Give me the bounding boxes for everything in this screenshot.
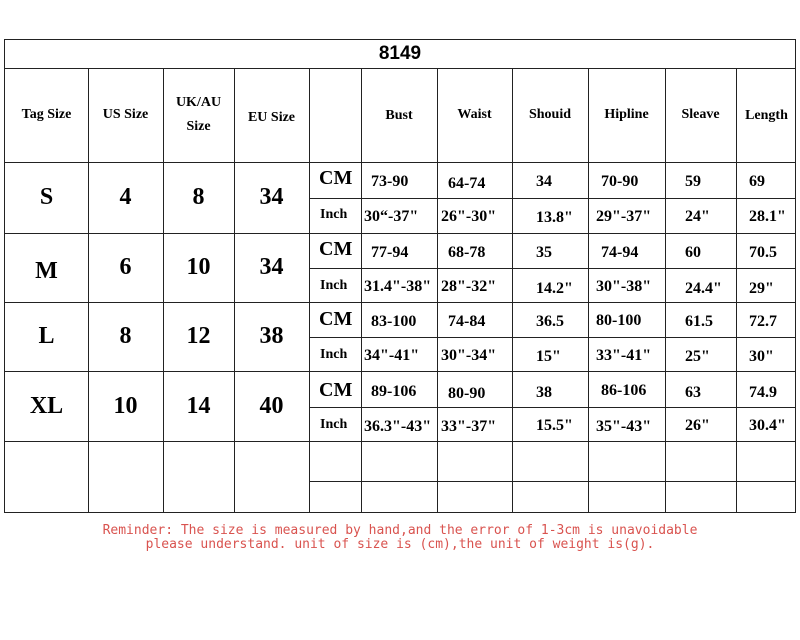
header-hipline: Hipline xyxy=(604,107,649,122)
eu-size-cell: 34 xyxy=(259,184,284,210)
shoulder-cm: 35 xyxy=(536,244,552,261)
sub-row-divider xyxy=(309,407,795,408)
header-us-size: US Size xyxy=(102,107,149,122)
row-divider xyxy=(5,441,795,442)
sleeve-cm: 60 xyxy=(685,244,701,261)
hipline-inch: 30"-38" xyxy=(596,278,652,295)
length-cm: 74.9 xyxy=(749,384,777,401)
length-inch: 30.4" xyxy=(749,417,786,434)
shoulder-inch: 14.2" xyxy=(536,280,573,297)
sleeve-inch: 24" xyxy=(685,208,710,225)
unit-cm-label: CM xyxy=(319,238,353,260)
shoulder-inch: 13.8" xyxy=(536,209,573,226)
header-uk-au-size xyxy=(163,68,234,162)
unit-inch-label: Inch xyxy=(320,207,348,222)
us-size-cell: 4 xyxy=(119,184,132,210)
us-size-cell: 8 xyxy=(119,323,132,349)
header-waist: Waist xyxy=(457,107,492,122)
shoulder-inch: 15" xyxy=(536,348,561,365)
tag-size-cell: S xyxy=(39,184,54,210)
length-inch: 30" xyxy=(749,348,774,365)
reminder-line-2: please understand. unit of size is (cm),the unit of weight is(g). xyxy=(145,537,655,552)
length-inch: 28.1" xyxy=(749,208,786,225)
bust-cm: 73-90 xyxy=(371,173,409,190)
waist-cm: 68-78 xyxy=(448,244,486,261)
waist-inch: 28"-32" xyxy=(441,278,497,295)
unit-inch-label: Inch xyxy=(320,417,348,432)
tag-size-cell: XL xyxy=(29,392,64,419)
col-divider xyxy=(309,68,310,512)
uk-au-size-cell: 12 xyxy=(186,323,211,349)
length-inch: 29" xyxy=(749,280,774,297)
tag-size-cell: M xyxy=(35,258,58,284)
hipline-cm: 86-106 xyxy=(601,382,647,399)
sleeve-inch: 24.4" xyxy=(685,280,722,297)
uk-au-size-cell: 8 xyxy=(192,184,205,210)
header-eu-size: EU Size xyxy=(247,110,296,125)
bust-inch: 30“-37" xyxy=(364,208,419,225)
shoulder-inch: 15.5" xyxy=(536,417,573,434)
unit-inch-label: Inch xyxy=(320,347,348,362)
header-bust: Bust xyxy=(385,108,413,123)
waist-cm: 74-84 xyxy=(448,313,486,330)
sleeve-cm: 63 xyxy=(685,384,701,401)
unit-inch-label: Inch xyxy=(320,278,348,293)
sleeve-cm: 59 xyxy=(685,173,701,190)
header-sleeve: Sleave xyxy=(681,107,720,122)
eu-size-cell: 40 xyxy=(259,392,284,419)
bust-inch: 34"-41" xyxy=(364,347,420,364)
shoulder-cm: 36.5 xyxy=(536,313,564,330)
hipline-cm: 70-90 xyxy=(601,173,639,190)
hipline-cm: 74-94 xyxy=(601,244,639,261)
unit-cm-label: CM xyxy=(319,167,353,189)
header-uk-au-line1: UK/AU xyxy=(175,95,222,110)
length-cm: 70.5 xyxy=(749,244,777,261)
hipline-inch: 29"-37" xyxy=(596,208,652,225)
sleeve-inch: 26" xyxy=(685,417,710,434)
size-chart-table xyxy=(4,39,796,513)
us-size-cell: 6 xyxy=(119,254,132,280)
sleeve-cm: 61.5 xyxy=(685,313,713,330)
bust-inch: 31.4"-38" xyxy=(364,278,432,295)
reminder-line-1: Reminder: The size is measured by hand,and the error of 1-3cm is unavoidable xyxy=(102,523,698,538)
waist-inch: 33"-37" xyxy=(441,418,497,435)
uk-au-size-cell: 14 xyxy=(186,392,211,419)
length-cm: 72.7 xyxy=(749,313,777,330)
waist-cm: 80-90 xyxy=(448,385,486,402)
tag-size-cell: L xyxy=(38,323,55,349)
bust-cm: 83-100 xyxy=(371,313,417,330)
bust-cm: 89-106 xyxy=(371,383,417,400)
waist-inch: 30"-34" xyxy=(441,347,497,364)
shoulder-cm: 34 xyxy=(536,173,552,190)
length-cm: 69 xyxy=(749,173,765,190)
waist-inch: 26"-30" xyxy=(441,208,497,225)
header-shoulder: Shouid xyxy=(528,107,572,122)
eu-size-cell: 34 xyxy=(259,254,284,280)
eu-size-cell: 38 xyxy=(259,323,284,349)
header-tag-size: Tag Size xyxy=(21,107,72,122)
sub-row-divider xyxy=(309,198,795,199)
us-size-cell: 10 xyxy=(113,392,138,419)
waist-cm: 64-74 xyxy=(448,175,486,192)
sub-row-divider xyxy=(309,337,795,338)
header-length: Length xyxy=(745,108,788,123)
hipline-inch: 33"-41" xyxy=(596,347,652,364)
header-uk-au-line2: Size xyxy=(186,119,211,134)
unit-cm-label: CM xyxy=(319,308,353,330)
bust-inch: 36.3"-43" xyxy=(364,418,432,435)
table-title: 8149 xyxy=(5,40,795,69)
hipline-inch: 35"-43" xyxy=(596,418,652,435)
hipline-cm: 80-100 xyxy=(596,312,642,329)
shoulder-cm: 38 xyxy=(536,384,552,401)
sub-row-divider xyxy=(309,481,795,482)
sleeve-inch: 25" xyxy=(685,348,710,365)
uk-au-size-cell: 10 xyxy=(186,254,211,280)
bust-cm: 77-94 xyxy=(371,244,409,261)
unit-cm-label: CM xyxy=(319,379,353,401)
sub-row-divider xyxy=(309,268,795,269)
